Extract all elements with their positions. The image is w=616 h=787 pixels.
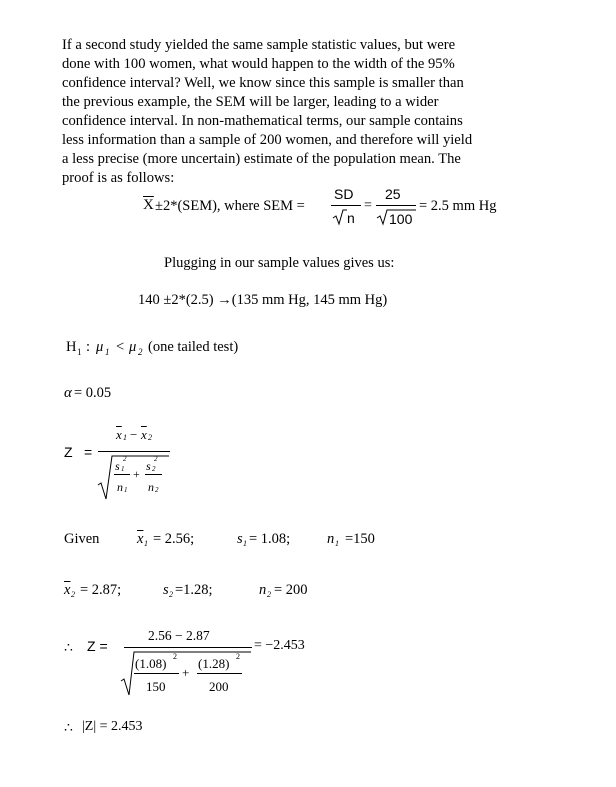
sqrt-sign-icon (333, 209, 347, 225)
sem-equals: = (364, 198, 372, 213)
sem-value-denominator: 100 (389, 211, 413, 227)
z-calc-numerator: 2.56 − 2.87 (148, 628, 210, 643)
mu-1-sub: 1 (105, 347, 110, 357)
given-x2: $\overline{x}$ (64, 582, 71, 598)
s1-square: 2 (123, 455, 127, 463)
sd-value-numerator: 25 (385, 186, 401, 202)
given-s1-value: = 1.08; (249, 531, 291, 547)
therefore-symbol: ∴ (64, 721, 73, 736)
z-calc-a-denominator: 150 (146, 679, 166, 694)
numerator-minus: − (130, 427, 138, 442)
x1-symbol: $\overline{x}$ (116, 427, 122, 442)
x2-symbol: $\overline{x}$ (141, 427, 147, 442)
intro-paragraph (62, 36, 562, 188)
hypothesis-colon: : (86, 339, 91, 355)
n2-sub: 2 (155, 486, 159, 494)
paragraph-line: done with 100 women, what would happen to the width of the 95% (62, 56, 455, 72)
mu-1-symbol: μ (96, 339, 104, 355)
given-x2-value: = 2.87; (80, 582, 122, 598)
final-z-value: |Z| = 2.453 (82, 719, 143, 734)
paragraph-line: If a second study yielded the same sample statistic values, but were (62, 37, 456, 53)
x2-sub: 2 (148, 433, 152, 442)
z-symbol: Z (64, 444, 73, 460)
confidence-interval-line: 140 ±2*(2.5) →(135 mm Hg, 145 mm Hg) (138, 292, 388, 308)
paragraph-line: the previous example, the SEM will be larger, leading to a wider (62, 94, 439, 110)
paragraph-line: less information than a sample of 200 women, and therefore will yield (62, 132, 473, 148)
given-n2-value: = 200 (274, 582, 308, 598)
alpha-value: = 0.05 (74, 385, 112, 401)
s2-sub: 2 (152, 465, 156, 473)
given-n1-sub: 1 (335, 539, 339, 548)
given-x1-sub: 1 (144, 539, 148, 548)
less-than-symbol: < (116, 339, 125, 355)
given-x1: $\overline{x}$ (137, 531, 144, 547)
sem-result: = 2.5 mm Hg (419, 198, 497, 214)
hypothesis-h: H (66, 339, 77, 355)
hypothesis-h-sub: 1 (77, 347, 82, 357)
z-calc-b-fraction-bar (197, 673, 242, 674)
paragraph-line: a less precise (more uncertain) estimate of the population mean. The (62, 151, 461, 167)
given-s2-sub: 2 (169, 590, 173, 599)
given-s2-value: =1.28; (175, 582, 213, 598)
alpha-symbol: α (64, 385, 72, 401)
z-calc-b-denominator: 200 (209, 679, 229, 694)
x1-sub: 1 (123, 433, 127, 442)
sd-numerator: SD (334, 186, 354, 202)
given-s1-sub: 1 (243, 539, 247, 548)
z-calc-fraction-bar (124, 647, 252, 648)
sem-den-n: n (347, 210, 355, 226)
given-label: Given (64, 531, 100, 547)
denominator-plus: + (133, 467, 140, 481)
n1-symbol: n (117, 480, 123, 494)
paragraph-line: confidence interval? Well, we know since this sample is smaller than (62, 75, 464, 91)
mu-2-symbol: μ (129, 339, 137, 355)
plugging-text: Plugging in our sample values gives us: (164, 255, 395, 271)
sem-value-fraction-bar (376, 205, 416, 206)
z-calc-a-exp: 2 (173, 652, 177, 661)
z-calc-result: = −2.453 (254, 638, 305, 653)
s2-symbol: s (146, 459, 151, 473)
z-equals: = (84, 444, 93, 460)
given-x2-sub: 2 (71, 590, 75, 599)
given-n1: n (327, 531, 335, 547)
z-calc-b-base: (1.28) (198, 656, 230, 671)
z-calc-label: Z = (87, 638, 108, 654)
z-calc-plus: + (182, 665, 190, 680)
given-s1: s (237, 531, 243, 547)
sem-lhs: ±2*(SEM), where SEM = (155, 198, 305, 214)
s1-symbol: s (115, 459, 120, 473)
given-n2-sub: 2 (267, 590, 271, 599)
given-s2: s (163, 582, 169, 598)
sem-fraction-bar (331, 205, 361, 206)
therefore-symbol: ∴ (64, 641, 73, 656)
z-calc-a-fraction-bar (134, 673, 179, 674)
z-calc-b-exp: 2 (236, 652, 240, 661)
n2-symbol: n (148, 480, 154, 494)
paragraph-line: proof is as follows: (62, 170, 175, 186)
given-x1-value: = 2.56; (153, 531, 195, 547)
s1-fraction-bar (114, 474, 130, 475)
xbar-symbol: $\overline{X}$ (143, 197, 154, 213)
paragraph-line: confidence interval. In non-mathematical terms, our sample contains (62, 113, 463, 129)
hypothesis-note: (one tailed test) (148, 339, 239, 355)
z-fraction-bar (98, 451, 170, 452)
s1-sub: 1 (121, 465, 125, 473)
given-n2: n (259, 582, 267, 598)
s2-fraction-bar (145, 474, 162, 475)
s2-square: 2 (154, 455, 158, 463)
z-calc-a-base: (1.08) (135, 656, 167, 671)
n1-sub: 1 (124, 486, 128, 494)
given-n1-value: =150 (345, 531, 375, 547)
mu-2-sub: 2 (138, 347, 143, 357)
